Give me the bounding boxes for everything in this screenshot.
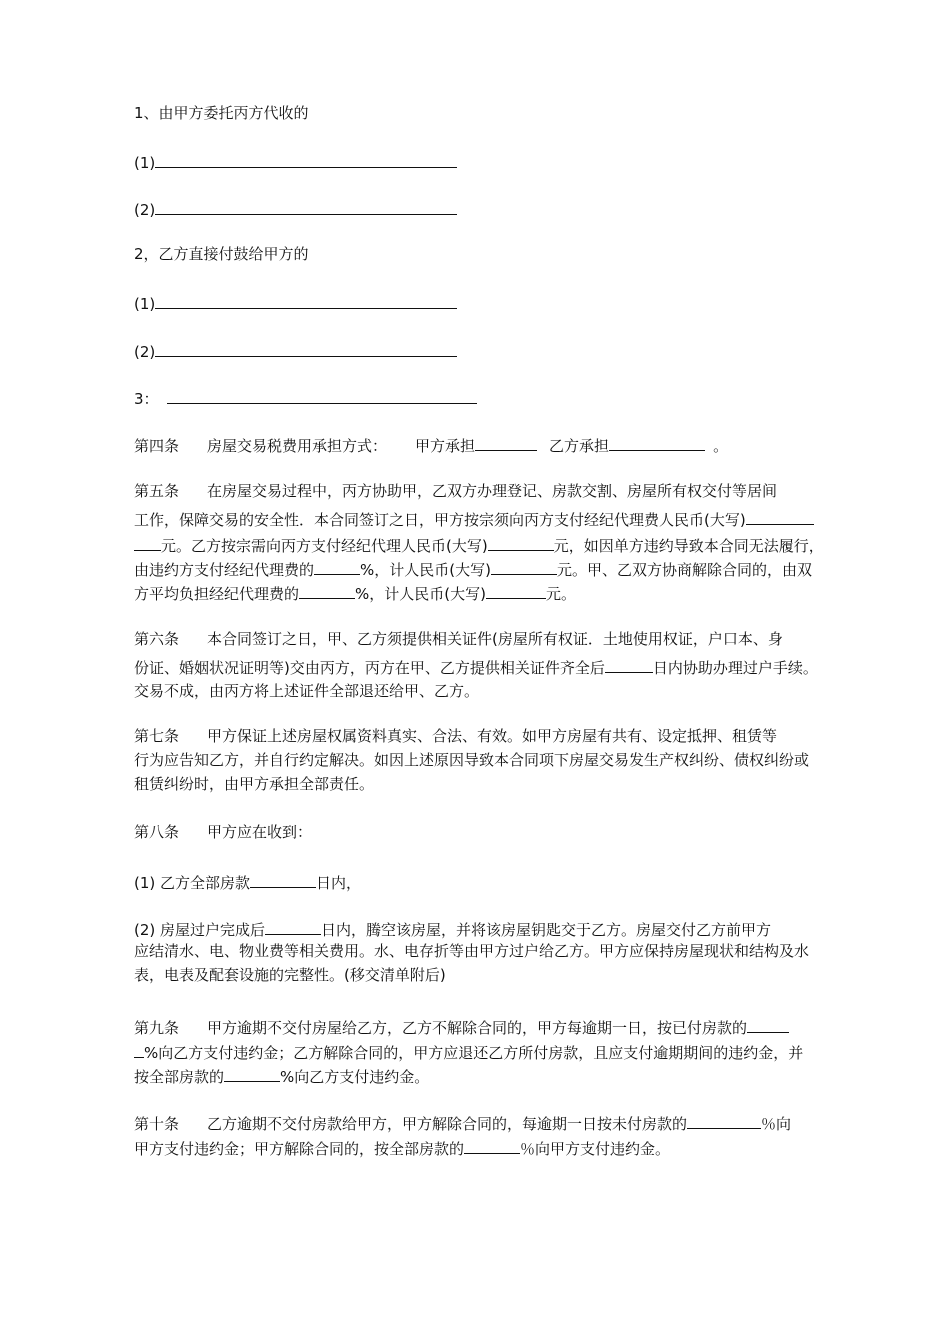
fill-blank[interactable] xyxy=(747,1015,789,1033)
article-5-line-3: 元。乙方按宗需向丙方支付经纪代理人民币(大写) 元，如因单方违约导致本合同无法履行， xyxy=(134,533,854,556)
article-7-line-1: 第七条 甲方保证上述房屋权属资料真实、合法、有效。如甲方房屋有共有、设定抵押、租赁等 xyxy=(134,727,778,745)
item-2-2-line: (2) xyxy=(134,339,854,362)
fill-blank[interactable] xyxy=(299,581,355,599)
item-3-line: 3： xyxy=(134,386,854,409)
article-8-sub-1: (1) 乙方全部房款 日内， xyxy=(134,870,854,893)
fill-blank[interactable] xyxy=(155,150,457,168)
article-9-line-1: 第九条 甲方逾期不交付房屋给乙方，乙方不解除合同的，甲方每逾期一日，按已付房款的 xyxy=(134,1015,854,1038)
fill-blank[interactable] xyxy=(687,1111,761,1129)
fill-blank[interactable] xyxy=(134,1040,144,1058)
article-10-line-1: 第十条 乙方逾期不交付房款给甲方，甲方解除合同的，每逾期一日按未付房款的 ％向 xyxy=(134,1111,854,1134)
fill-blank[interactable] xyxy=(746,507,814,525)
fill-blank[interactable] xyxy=(605,655,653,673)
fill-blank[interactable] xyxy=(488,533,554,551)
fill-blank[interactable] xyxy=(224,1064,280,1082)
fill-blank[interactable] xyxy=(155,339,457,357)
article-5-line-4: 由违约方支付经纪代理费的 %，计人民币(大写) 元。甲、乙双方协商解除合同的，由双 xyxy=(134,557,854,580)
article-10-line-2: 甲方支付违约金；甲方解除合同的，按全部房款的 ％向甲方支付违约金。 xyxy=(134,1136,854,1159)
fill-blank[interactable] xyxy=(486,581,546,599)
fill-blank[interactable] xyxy=(314,557,360,575)
item-2-heading: 2，乙方直接付鼓给甲方的 xyxy=(134,245,309,263)
article-7-line-2: 行为应告知乙方，并自行约定解决。如因上述原因导致本合同项下房屋交易发生产权纠纷、债权纠纷或 xyxy=(134,751,810,769)
fill-blank[interactable] xyxy=(265,917,321,935)
article-6-line-2: 份证、婚姻状况证明等)交由丙方，丙方在甲、乙方提供相关证件齐全后 日内协助办理过户手续。 xyxy=(134,655,854,678)
item-1-2-line: (2) xyxy=(134,197,854,220)
fill-blank[interactable] xyxy=(155,197,457,215)
fill-blank[interactable] xyxy=(167,386,477,404)
article-8-sub-2-line-1: (2) 房屋过户完成后 日内，腾空该房屋，并将该房屋钥匙交于乙方。房屋交付乙方前甲方 xyxy=(134,917,854,940)
article-6-line-3: 交易不成，由丙方将上述证件全部退还给甲、乙方。 xyxy=(134,682,480,700)
item-2-1-line: (1) xyxy=(134,291,854,314)
article-7-line-3: 租赁纠纷时，由甲方承担全部责任。 xyxy=(134,775,375,793)
fill-blank[interactable] xyxy=(609,433,705,451)
fill-blank[interactable] xyxy=(491,557,557,575)
article-4: 第四条 房屋交易税费用承担方式： 甲方承担 乙方承担 。 xyxy=(134,433,854,456)
article-5-line-2: 工作，保障交易的安全性．本合同签订之日，甲方按宗须向丙方支付经纪代理费人民币(大写) xyxy=(134,507,854,530)
item-1-heading: 1、由甲方委托丙方代收的 xyxy=(134,104,309,122)
item-1-1-line: (1) xyxy=(134,150,854,173)
fill-blank[interactable] xyxy=(250,870,316,888)
fill-blank[interactable] xyxy=(134,533,161,551)
fill-blank[interactable] xyxy=(155,291,457,309)
fill-blank[interactable] xyxy=(475,433,537,451)
article-8-sub-2-line-3: 表，电表及配套设施的完整性。(移交清单附后) xyxy=(134,966,446,984)
article-5-line-5: 方平均负担经纪代理费的 %，计人民币(大写) 元。 xyxy=(134,581,854,604)
article-5-line-1: 第五条 在房屋交易过程中，丙方协助甲，乙双方办理登记、房款交割、房屋所有权交付等居间 xyxy=(134,482,778,500)
article-9-line-3: 按全部房款的 %向乙方支付违约金。 xyxy=(134,1064,854,1087)
fill-blank[interactable] xyxy=(464,1136,520,1154)
article-8-sub-2-line-2: 应结清水、电、物业费等相关费用。水、电存折等由甲方过户给乙方。甲方应保持房屋现状和结构及水 xyxy=(134,942,810,960)
article-8-heading: 第八条 甲方应在收到： xyxy=(134,823,313,841)
article-9-line-2: %向乙方支付违约金；乙方解除合同的，甲方应退还乙方所付房款，且应支付逾期期间的违约金，并 xyxy=(134,1040,854,1063)
article-6-line-1: 第六条 本合同签订之日，甲、乙方须提供相关证件(房屋所有权证．土地使用权证，户口本、身 xyxy=(134,630,783,648)
